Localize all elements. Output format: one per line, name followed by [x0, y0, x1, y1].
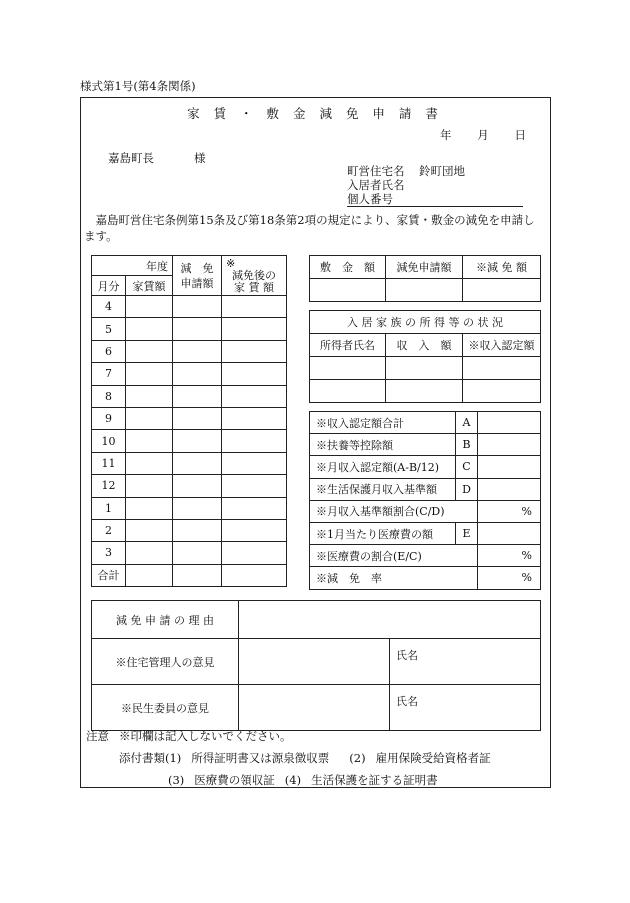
date-year: 年 [440, 128, 452, 142]
month-amount-cell[interactable] [222, 363, 287, 385]
deposit-reduction-header: ※減 免 額 [463, 256, 541, 279]
month-row [92, 519, 287, 541]
resident-label: 入居者氏名 [347, 178, 405, 192]
month-amount-cell[interactable] [126, 385, 173, 407]
manager-name-field[interactable]: 氏名 [390, 639, 541, 685]
calc-row [310, 412, 541, 434]
deposit-reduction-cell[interactable] [463, 279, 541, 302]
month-label: 2 [92, 519, 126, 541]
month-label: 11 [92, 452, 126, 474]
month-label: 10 [92, 430, 126, 452]
month-header: 月分 [92, 276, 126, 296]
month-label: 12 [92, 475, 126, 497]
month-row [92, 430, 287, 452]
calc-label: ※月収入認定額(A-B/12) [310, 456, 456, 478]
month-amount-cell[interactable] [126, 318, 173, 340]
month-amount-cell[interactable] [126, 407, 173, 429]
date-line [440, 127, 526, 143]
welfare-name-field[interactable]: 氏名 [390, 685, 541, 731]
month-row [92, 564, 287, 586]
year-header: 年度 [92, 256, 173, 276]
reason-field[interactable] [239, 601, 541, 639]
month-row [92, 452, 287, 474]
month-amount-cell[interactable] [222, 475, 287, 497]
month-amount-cell[interactable] [126, 340, 173, 362]
welfare-opinion-field[interactable] [239, 685, 390, 731]
calc-row [310, 545, 541, 567]
month-amount-cell[interactable] [222, 296, 287, 318]
deposit-request-cell[interactable] [386, 279, 463, 302]
form-title: 家 賃 ・ 敷 金 減 免 申 請 書 [187, 106, 443, 121]
month-amount-cell[interactable] [222, 340, 287, 362]
family-cell[interactable] [310, 380, 386, 403]
month-amount-cell[interactable] [222, 430, 287, 452]
family-cell[interactable] [310, 357, 386, 380]
calc-code: A [456, 412, 478, 434]
month-label: 6 [92, 340, 126, 362]
deposit-reduction-request-header: 減免申請額 [386, 256, 463, 279]
month-row [92, 363, 287, 385]
monthly-rent-table [91, 255, 287, 587]
deposit-amount-cell[interactable] [310, 279, 386, 302]
calc-label: ※減 免 率 [310, 567, 478, 589]
earner-name-header: 所得者氏名 [310, 334, 386, 357]
note-line-1: 注意 ※印欄は記入しないでください。 [86, 729, 292, 743]
month-amount-cell[interactable] [126, 497, 173, 519]
calc-label: ※1月当たり医療費の額 [310, 522, 456, 544]
month-amount-cell[interactable] [173, 564, 222, 586]
form-number: 様式第1号(第4条関係) [80, 79, 196, 93]
calc-label: ※生活保護月収入基準額 [310, 478, 456, 500]
month-label: 4 [92, 296, 126, 318]
month-row [92, 340, 287, 362]
calc-code: B [456, 434, 478, 456]
calc-row [310, 567, 541, 589]
month-row [92, 385, 287, 407]
month-amount-cell[interactable] [126, 363, 173, 385]
rent-header: 家賃額 [126, 276, 173, 296]
family-cell[interactable] [463, 380, 541, 403]
calc-value-cell[interactable]: % [478, 545, 541, 567]
month-amount-cell[interactable] [173, 385, 222, 407]
month-row [92, 475, 287, 497]
calc-code: D [456, 478, 478, 500]
month-amount-cell[interactable] [126, 296, 173, 318]
month-amount-cell[interactable] [222, 564, 287, 586]
month-label: 8 [92, 385, 126, 407]
calc-row [310, 434, 541, 456]
month-amount-cell[interactable] [222, 385, 287, 407]
family-income-table [309, 310, 541, 403]
addressee-suffix: 様 [194, 151, 206, 165]
calc-value-cell[interactable] [478, 522, 541, 544]
month-label: 合計 [92, 564, 126, 586]
calc-row [310, 500, 541, 522]
note-line-3: (3) 医療費の領収証 (4) 生活保護を証する証明書 [168, 773, 438, 787]
month-amount-cell[interactable] [173, 497, 222, 519]
family-cell[interactable] [463, 357, 541, 380]
month-label: 5 [92, 318, 126, 340]
deposit-table [309, 255, 541, 302]
calc-value-cell[interactable] [478, 434, 541, 456]
manager-opinion-field[interactable] [239, 639, 390, 685]
personal-number-label: 個人番号 [347, 192, 393, 206]
deposit-header: 敷 金 額 [310, 256, 386, 279]
calc-value-cell[interactable] [478, 456, 541, 478]
month-amount-cell[interactable] [173, 340, 222, 362]
month-label: 1 [92, 497, 126, 519]
month-amount-cell[interactable] [222, 542, 287, 564]
after-reduction-header: ※ 減免後の 家 賃 額 [222, 256, 287, 296]
calc-label: ※収入認定額合計 [310, 412, 456, 434]
note-line-2: 添付書類(1) 所得証明書又は源泉徴収票 (2) 雇用保険受給資格者証 [119, 751, 491, 765]
month-amount-cell[interactable] [222, 452, 287, 474]
addressee [108, 150, 206, 166]
calc-label: ※医療費の割合(E/C) [310, 545, 478, 567]
family-cell[interactable] [386, 380, 463, 403]
month-label: 9 [92, 407, 126, 429]
housing-label: 町営住宅名 [347, 164, 405, 178]
month-amount-cell[interactable] [126, 475, 173, 497]
month-amount-cell[interactable] [173, 452, 222, 474]
month-amount-cell[interactable] [173, 519, 222, 541]
month-amount-cell[interactable] [173, 475, 222, 497]
calc-row [310, 522, 541, 544]
calc-value-cell[interactable] [478, 412, 541, 434]
reason-opinion-table [91, 600, 541, 731]
calc-value-cell[interactable]: % [478, 500, 541, 522]
calc-code: C [456, 456, 478, 478]
addressee-name: 嘉島町長 [108, 151, 154, 165]
month-row [92, 542, 287, 564]
calc-row [310, 478, 541, 500]
income-amount-header: 収 入 額 [386, 334, 463, 357]
reason-label: 減 免 申 請 の 理 由 [92, 601, 239, 639]
month-amount-cell[interactable] [126, 452, 173, 474]
calc-value-cell[interactable]: % [478, 567, 541, 589]
month-row [92, 296, 287, 318]
month-amount-cell[interactable] [222, 497, 287, 519]
welfare-opinion-label: ※民生委員の意見 [92, 685, 239, 731]
month-amount-cell[interactable] [126, 542, 173, 564]
calc-label: ※月収入基準額割合(C/D) [310, 500, 478, 522]
month-amount-cell[interactable] [173, 318, 222, 340]
month-amount-cell[interactable] [126, 519, 173, 541]
manager-opinion-label: ※住宅管理人の意見 [92, 639, 239, 685]
reduction-header: 減 免 申請額 [173, 256, 222, 296]
month-row [92, 318, 287, 340]
family-cell[interactable] [386, 357, 463, 380]
month-label: 7 [92, 363, 126, 385]
family-income-title: 入 居 家 族 の 所 得 等 の 状 況 [310, 311, 541, 334]
month-amount-cell[interactable] [173, 296, 222, 318]
housing-value[interactable]: 鈴町団地 [419, 164, 465, 178]
date-month: 月 [477, 128, 489, 142]
month-amount-cell[interactable] [173, 407, 222, 429]
calc-value-cell[interactable] [478, 478, 541, 500]
personal-number-field[interactable] [347, 192, 523, 207]
application-paragraph: 嘉島町営住宅条例第15条及び第18条第2項の規定により、家賃・敷金の減免を申請します。 [84, 213, 535, 243]
notes [86, 725, 491, 791]
month-amount-cell[interactable] [173, 430, 222, 452]
month-amount-cell[interactable] [222, 519, 287, 541]
month-amount-cell[interactable] [222, 318, 287, 340]
month-row [92, 497, 287, 519]
calculation-table [309, 411, 541, 590]
calc-row [310, 456, 541, 478]
month-amount-cell[interactable] [173, 363, 222, 385]
date-day: 日 [514, 128, 526, 142]
month-row [92, 407, 287, 429]
calc-label: ※扶養等控除額 [310, 434, 456, 456]
month-amount-cell[interactable] [222, 407, 287, 429]
applicant-block [347, 164, 523, 207]
calc-code: E [456, 522, 478, 544]
month-amount-cell[interactable] [173, 542, 222, 564]
month-label: 3 [92, 542, 126, 564]
month-amount-cell[interactable] [126, 564, 173, 586]
certified-income-header: ※収入認定額 [463, 334, 541, 357]
month-amount-cell[interactable] [126, 430, 173, 452]
